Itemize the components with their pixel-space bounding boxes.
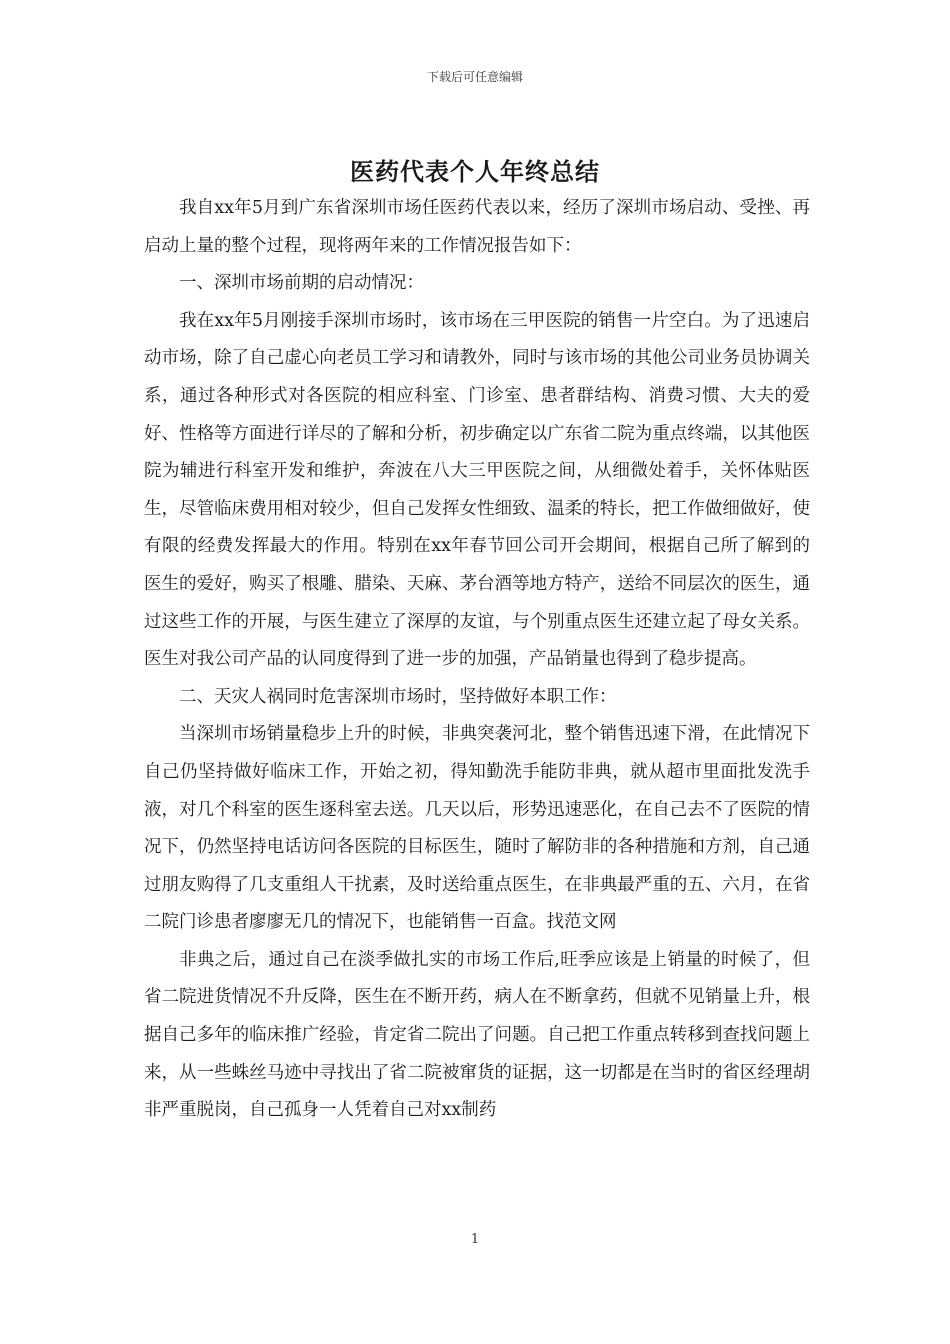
header-note: 下载后可任意编辑 bbox=[426, 70, 523, 84]
page-number: 1 bbox=[470, 1232, 480, 1247]
paragraph-intro: 我自xx年5月到广东省深圳市场任医药代表以来，经历了深圳市场启动、受挫、再启动上量的整个过程，现将两年来的工作情况报告如下： bbox=[144, 198, 810, 256]
document-title: 医药代表个人年终总结 bbox=[350, 157, 600, 186]
paragraph-section-1: 我在xx年5月刚接手深圳市场时，该市场在三甲医院的销售一片空白。为了迅速启动市场，除了自己虚心向老员工学习和请教外，同时与该市场的其他公司业务员协调关系，通过各种形式对各医院的相应科室、门诊室、患者群结构、消费习惯、大夫的爱好、性格等方面进行详尽的了解和分析，初步确定以广东省二院为重点终端，以其他医院为辅进行科室开发和维护，奔波在八大三甲医院之间，从细微处着手，关怀体贴医生，尽管临床费用相对较少，但自己发挥女性细致、温柔的特长，把工作做细做好，使有限的经费发挥最大的作用。特别在xx年春节回公司开会期间，根据自己所了解到的医生的爱好，购买了根雕、腊染、天麻、茅台酒等地方特产，送给不同层次的医生，通过这些工作的开展，与医生建立了深厚的友谊，与个别重点医生还建立起了母女关系。医生对我公司产品的认同度得到了进一步的加强，产品销量也得到了稳步提高。 bbox=[144, 310, 810, 670]
paragraph-section-2b: 非典之后，通过自己在淡季做扎实的市场工作后,旺季应该是上销量的时候了，但省二院进货情况不升反降，医生在不断开药，病人在不断拿药，但就不见销量上升，根据自己多年的临床推广经验，肯定省二院出了问题。自己把工作重点转移到查找问题上来，从一些蛛丝马迹中寻找出了省二院被窜货的证据，这一切都是在当时的省区经理胡非严重脱岗，自己孤身一人凭着自己对xx制药 bbox=[144, 949, 810, 1121]
document-body bbox=[144, 190, 810, 1130]
section-heading-2: 二、天灾人祸同时危害深圳市场时，坚持做好本职工作： bbox=[179, 686, 617, 707]
section-heading-1: 一、深圳市场前期的启动情况： bbox=[179, 273, 424, 294]
paragraph-section-2a: 当深圳市场销量稳步上升的时候，非典突袭河北，整个销售迅速下滑，在此情况下自己仍坚持做好临床工作，开始之初，得知勤洗手能防非典，就从超市里面批发洗手液，对几个科室的医生逐科室去送。几天以后，形势迅速恶化，在自己去不了医院的情况下，仍然坚持电话访问各医院的目标医生，随时了解防非的各种措施和方剂，自己通过朋友购得了几支重组人干扰素，及时送给重点医生，在非典最严重的五、六月，在省二院门诊患者廖廖无几的情况下，也能销售一百盒。找范文网 bbox=[144, 724, 810, 933]
